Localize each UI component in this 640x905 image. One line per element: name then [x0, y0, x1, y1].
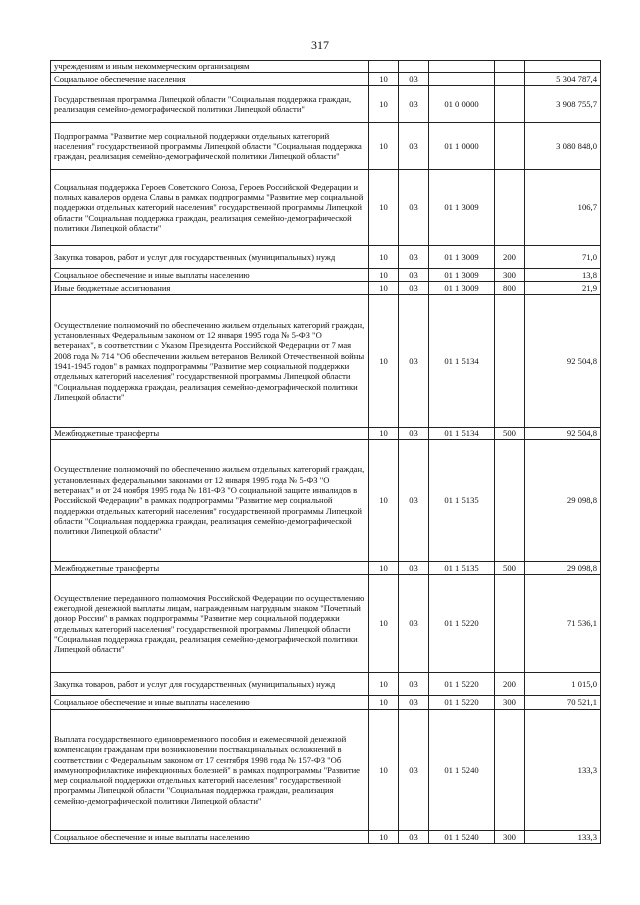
row-expense-type: 200 [495, 673, 525, 696]
row-section-code: 10 [369, 170, 399, 246]
row-amount: 29 098,8 [525, 562, 601, 575]
row-target-code: 01 1 3009 [429, 170, 495, 246]
table-row [51, 246, 601, 269]
row-subsection-code [399, 61, 429, 73]
row-amount: 21,9 [525, 282, 601, 295]
table-row [51, 673, 601, 696]
row-subsection-code: 03 [399, 269, 429, 282]
row-name: Государственная программа Липецкой области "Социальная поддержка граждан, реализация семейно-демографической политики Липецкой области" [51, 86, 369, 123]
row-section-code: 10 [369, 673, 399, 696]
row-subsection-code: 03 [399, 123, 429, 170]
row-target-code [429, 61, 495, 73]
row-amount: 29 098,8 [525, 440, 601, 562]
row-section-code: 10 [369, 575, 399, 673]
row-name: учреждениям и иным некоммерческим организациям [51, 61, 369, 73]
row-target-code: 01 1 5134 [429, 428, 495, 440]
table-row [51, 282, 601, 295]
row-amount: 71,0 [525, 246, 601, 269]
row-expense-type [495, 710, 525, 831]
row-subsection-code: 03 [399, 575, 429, 673]
row-amount: 3 080 848,0 [525, 123, 601, 170]
row-section-code: 10 [369, 831, 399, 844]
table-row [51, 123, 601, 170]
row-amount: 133,3 [525, 710, 601, 831]
row-target-code: 01 0 0000 [429, 86, 495, 123]
row-expense-type: 300 [495, 831, 525, 844]
row-name: Социальное обеспечение и иные выплаты населению [51, 269, 369, 282]
row-subsection-code: 03 [399, 282, 429, 295]
row-expense-type [495, 86, 525, 123]
table-row [51, 696, 601, 710]
row-subsection-code: 03 [399, 710, 429, 831]
row-name: Подпрограмма "Развитие мер социальной поддержки отдельных категорий населения" государственной программы Липецкой области "Социальная поддержка граждан, реализация семейно-демографической политики Липецкой области" [51, 123, 369, 170]
row-expense-type [495, 295, 525, 428]
row-name: Осуществление полномочий по обеспечению жильем отдельных категорий граждан, установленных федеральными законами от 12 января 1995 года № 5-ФЗ "О ветеранах" и от 24 ноября 1995 года № 181-ФЗ "О социальной защите инвалидов в Российской Федерации" в рамках подпрограммы "Развитие мер социальной поддержки отдельных категорий населения" государственной программы Липецкой области "Социальная поддержка граждан, реализация семейно-демографической политики Липецкой области" [51, 440, 369, 562]
budget-table [50, 60, 601, 844]
row-section-code: 10 [369, 73, 399, 86]
row-expense-type [495, 170, 525, 246]
page-number: 317 [311, 38, 329, 52]
table-row [51, 295, 601, 428]
row-section-code: 10 [369, 696, 399, 710]
row-target-code: 01 1 5220 [429, 575, 495, 673]
row-section-code: 10 [369, 562, 399, 575]
row-subsection-code: 03 [399, 562, 429, 575]
table-row [51, 61, 601, 73]
row-target-code: 01 1 5135 [429, 562, 495, 575]
row-name: Социальное обеспечение и иные выплаты населению [51, 831, 369, 844]
row-expense-type: 300 [495, 269, 525, 282]
row-subsection-code: 03 [399, 86, 429, 123]
row-subsection-code: 03 [399, 246, 429, 269]
row-section-code: 10 [369, 282, 399, 295]
row-subsection-code: 03 [399, 673, 429, 696]
row-target-code: 01 1 5240 [429, 710, 495, 831]
row-target-code: 01 1 5240 [429, 831, 495, 844]
row-target-code: 01 1 3009 [429, 282, 495, 295]
table-row [51, 86, 601, 123]
row-target-code: 01 1 5135 [429, 440, 495, 562]
table-row [51, 269, 601, 282]
row-subsection-code: 03 [399, 73, 429, 86]
row-section-code: 10 [369, 246, 399, 269]
table-row [51, 831, 601, 844]
row-expense-type: 200 [495, 246, 525, 269]
row-target-code: 01 1 5134 [429, 295, 495, 428]
row-amount: 92 504,8 [525, 295, 601, 428]
row-name: Выплата государственного единовременного пособия и ежемесячной денежной компенсации гражданам при возникновении поствакцинальных осложнений в соответствии с Федеральным законом от 17 сентября 1998 года № 157-ФЗ "Об иммунопрофилактике инфекционных болезней" в рамках подпрограммы "Развитие мер социальной поддержки отдельных категорий населения" государственной программы Липецкой области "Социальная поддержка граждан, реализация семейно-демографической политики Липецкой области" [51, 710, 369, 831]
row-target-code: 01 1 5220 [429, 696, 495, 710]
row-expense-type: 800 [495, 282, 525, 295]
row-amount: 3 908 755,7 [525, 86, 601, 123]
row-section-code: 10 [369, 428, 399, 440]
row-amount [525, 61, 601, 73]
row-section-code: 10 [369, 295, 399, 428]
row-target-code: 01 1 3009 [429, 246, 495, 269]
row-target-code [429, 73, 495, 86]
row-expense-type [495, 123, 525, 170]
table-row [51, 73, 601, 86]
row-name: Закупка товаров, работ и услуг для государственных (муниципальных) нужд [51, 246, 369, 269]
row-section-code: 10 [369, 440, 399, 562]
row-expense-type [495, 61, 525, 73]
row-amount: 5 304 787,4 [525, 73, 601, 86]
row-amount: 13,8 [525, 269, 601, 282]
row-subsection-code: 03 [399, 428, 429, 440]
row-subsection-code: 03 [399, 831, 429, 844]
row-name: Иные бюджетные ассигнования [51, 282, 369, 295]
row-section-code: 10 [369, 710, 399, 831]
table-row [51, 562, 601, 575]
row-expense-type: 300 [495, 696, 525, 710]
row-target-code: 01 1 0000 [429, 123, 495, 170]
row-name: Осуществление переданного полномочия Российской Федерации по осуществлению ежегодной денежной выплаты лицам, награжденным нагрудным знаком "Почетный донор России" в рамках подпрограммы "Развитие мер социальной поддержки отдельных категорий населения" государственной программы Липецкой области "Социальная поддержка граждан, реализация семейно-демографической политики Липецкой области" [51, 575, 369, 673]
table-row [51, 170, 601, 246]
row-amount: 71 536,1 [525, 575, 601, 673]
table-row [51, 710, 601, 831]
row-subsection-code: 03 [399, 440, 429, 562]
row-expense-type [495, 73, 525, 86]
row-name: Социальная поддержка Героев Советского Союза, Героев Российской Федерации и полных кавалеров ордена Славы в рамках подпрограммы "Развитие мер социальной поддержки отдельных категорий населения" государственной программы Липецкой области "Социальная поддержка граждан, реализация семейно-демографической политики Липецкой области" [51, 170, 369, 246]
row-target-code: 01 1 3009 [429, 269, 495, 282]
row-section-code: 10 [369, 86, 399, 123]
row-expense-type [495, 440, 525, 562]
row-expense-type: 500 [495, 562, 525, 575]
row-name: Социальное обеспечение населения [51, 73, 369, 86]
row-expense-type: 500 [495, 428, 525, 440]
row-section-code [369, 61, 399, 73]
row-section-code: 10 [369, 123, 399, 170]
row-name: Осуществление полномочий по обеспечению жильем отдельных категорий граждан, установленных Федеральным законом от 12 января 1995 года № 5-ФЗ "О ветеранах", в соответствии с Указом Президента Российской Федерации от 7 мая 2008 года № 714 "Об обеспечении жильем ветеранов Великой Отечественной войны 1941-1945 годов" в рамках подпрограммы "Развитие мер социальной поддержки отдельных категорий населения" государственной программы Липецкой области "Социальная поддержка граждан, реализация семейно-демографической политики Липецкой области" [51, 295, 369, 428]
row-subsection-code: 03 [399, 170, 429, 246]
row-subsection-code: 03 [399, 295, 429, 428]
budget-table-body [51, 61, 601, 844]
row-name: Закупка товаров, работ и услуг для государственных (муниципальных) нужд [51, 673, 369, 696]
row-amount: 92 504,8 [525, 428, 601, 440]
row-amount: 106,7 [525, 170, 601, 246]
row-name: Межбюджетные трансферты [51, 428, 369, 440]
row-name: Социальное обеспечение и иные выплаты населению [51, 696, 369, 710]
row-subsection-code: 03 [399, 696, 429, 710]
row-section-code: 10 [369, 269, 399, 282]
table-row [51, 440, 601, 562]
row-amount: 1 015,0 [525, 673, 601, 696]
row-amount: 70 521,1 [525, 696, 601, 710]
table-row [51, 428, 601, 440]
row-expense-type [495, 575, 525, 673]
row-name: Межбюджетные трансферты [51, 562, 369, 575]
row-amount: 133,3 [525, 831, 601, 844]
row-target-code: 01 1 5220 [429, 673, 495, 696]
table-row [51, 575, 601, 673]
